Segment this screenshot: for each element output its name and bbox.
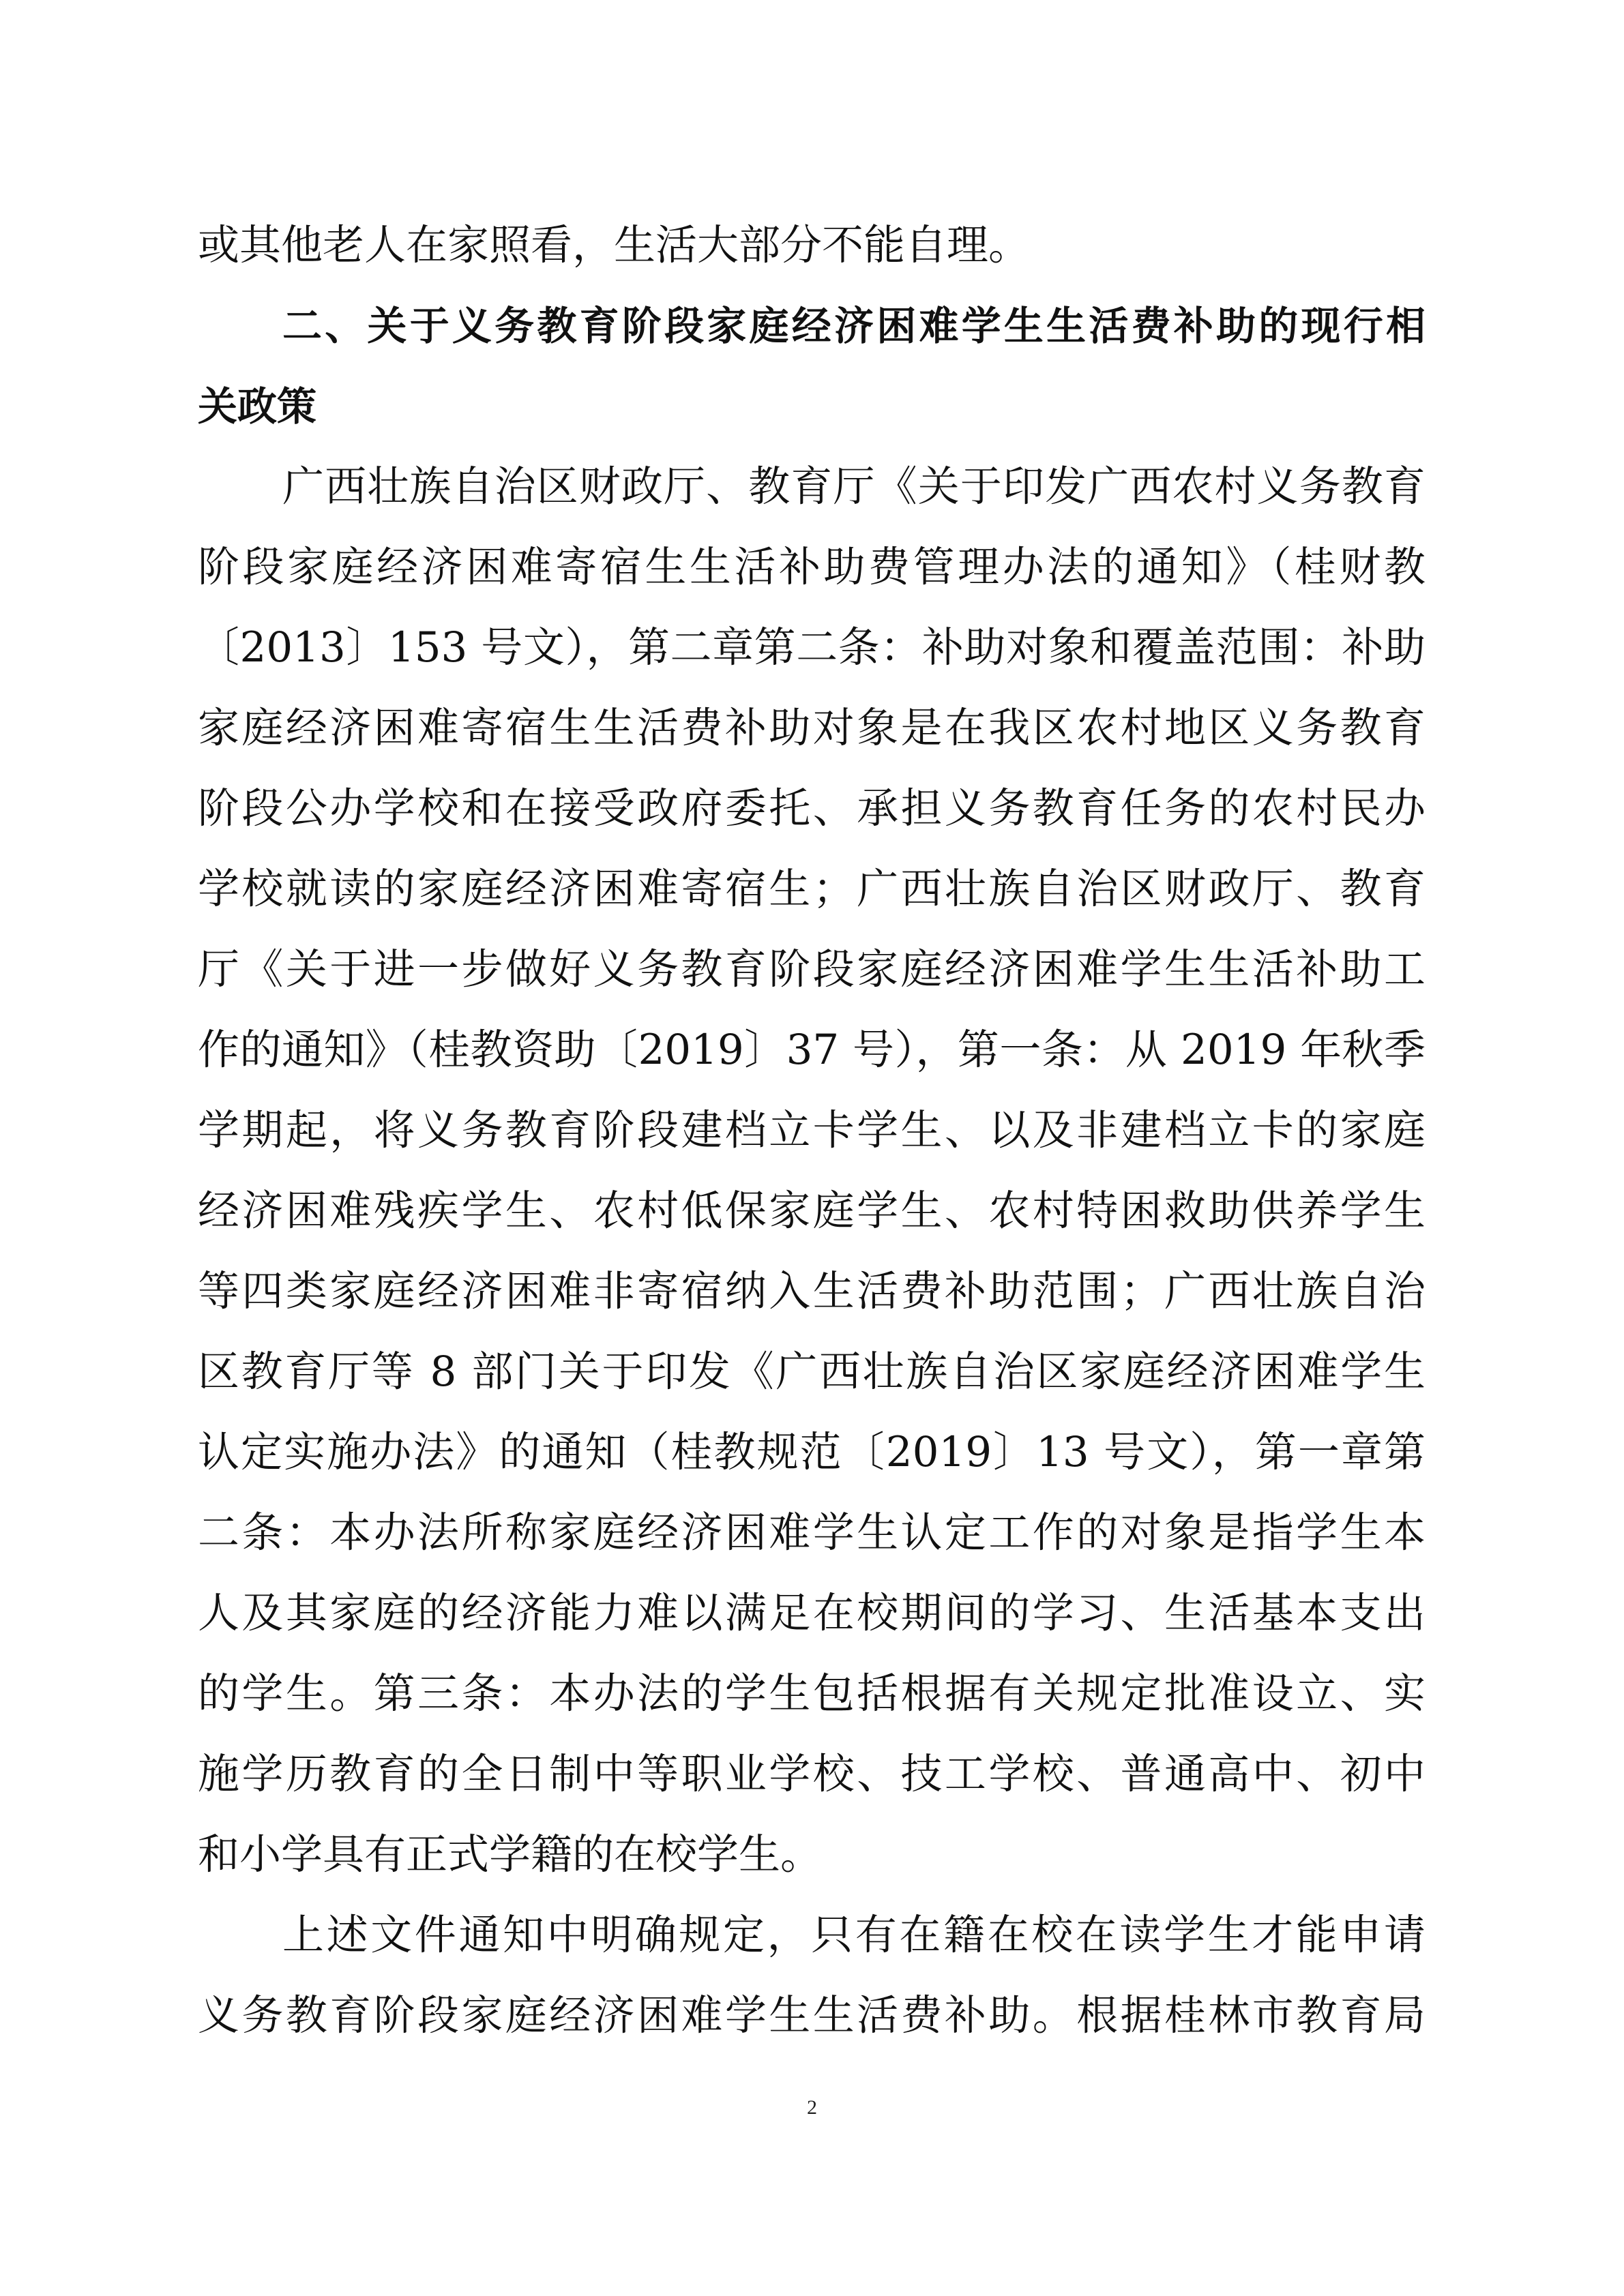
heading-line: 关政策: [198, 383, 317, 430]
paragraph-line: 家庭经济困难寄宿生生活费补助对象是在我区农村地区义务教育: [198, 704, 1426, 752]
paragraph-line: 厅《关于进一步做好义务教育阶段家庭经济困难学生生活补助工: [198, 945, 1426, 994]
paragraph-line: 和小学具有正式学籍的在校学生。: [198, 1830, 823, 1879]
paragraph-line: 学期起，将义务教育阶段建档立卡学生、以及非建档立卡的家庭: [198, 1106, 1426, 1154]
heading-line: 二、关于义务教育阶段家庭经济困难学生生活费补助的现行相: [282, 303, 1426, 349]
paragraph-line: 义务教育阶段家庭经济困难学生生活费补助。根据桂林市教育局: [198, 1991, 1426, 2040]
paragraph-line: 区教育厅等 8 部门关于印发《广西壮族自治区家庭经济困难学生: [198, 1347, 1426, 1396]
continuation-line: 或其他老人在家照看，生活大部分不能自理。: [198, 221, 1031, 269]
page-number: 2: [807, 2096, 817, 2119]
paragraph-line: 〔2013〕153 号文），第二章第二条：补助对象和覆盖范围：补助: [198, 623, 1426, 672]
paragraph-line: 上述文件通知中明确规定，只有在籍在校在读学生才能申请: [282, 1911, 1426, 1959]
paragraph-line: 施学历教育的全日制中等职业学校、技工学校、普通高中、初中: [198, 1750, 1426, 1798]
paragraph-line: 等四类家庭经济困难非寄宿纳入生活费补助范围；广西壮族自治: [198, 1267, 1426, 1315]
paragraph-line: 的学生。第三条：本办法的学生包括根据有关规定批准设立、实: [198, 1669, 1426, 1718]
paragraph-line: 学校就读的家庭经济困难寄宿生；广西壮族自治区财政厅、教育: [198, 865, 1426, 913]
paragraph-line: 阶段家庭经济困难寄宿生生活补助费管理办法的通知》（桂财教: [198, 543, 1426, 591]
paragraph-line: 阶段公办学校和在接受政府委托、承担义务教育任务的农村民办: [198, 784, 1426, 833]
paragraph-line: 二条：本办法所称家庭经济困难学生认定工作的对象是指学生本: [198, 1508, 1426, 1557]
paragraph-line: 认定实施办法》的通知（桂教规范〔2019〕13 号文），第一章第: [198, 1428, 1426, 1476]
paragraph-line: 广西壮族自治区财政厅、教育厅《关于印发广西农村义务教育: [282, 462, 1426, 511]
paragraph-line: 经济困难残疾学生、农村低保家庭学生、农村特困救助供养学生: [198, 1187, 1426, 1235]
paragraph-line: 人及其家庭的经济能力难以满足在校期间的学习、生活基本支出: [198, 1589, 1426, 1637]
paragraph-line: 作的通知》（桂教资助〔2019〕37 号），第一条：从 2019 年秋季: [198, 1026, 1426, 1074]
